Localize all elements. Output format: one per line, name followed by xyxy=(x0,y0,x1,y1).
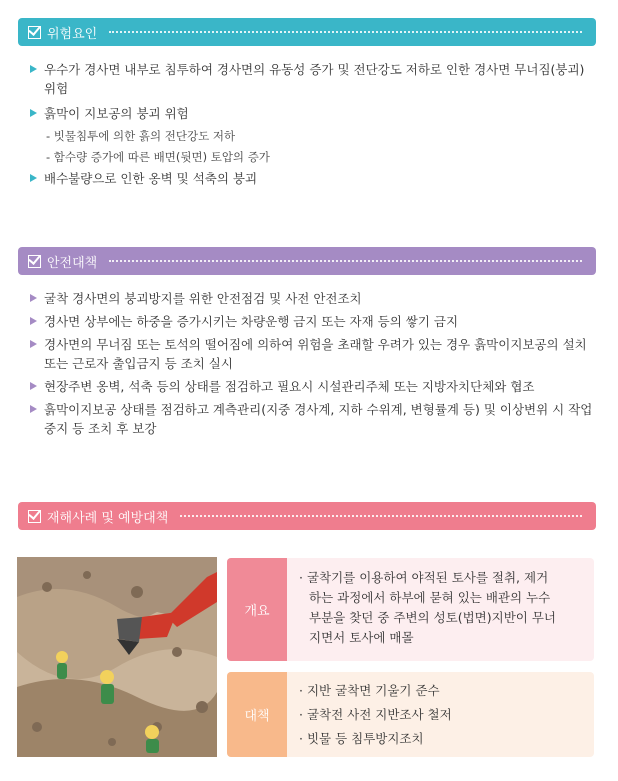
worker-figure xyxy=(100,670,114,704)
list-item: 경사면 상부에는 하중을 증가시키는 차량운행 금지 또는 자재 등의 쌓기 금지 xyxy=(30,312,600,331)
worker-figure xyxy=(56,651,68,679)
list-item: 배수불량으로 인한 옹벽 및 석축의 붕괴 xyxy=(30,169,600,188)
accident-illustration xyxy=(17,557,217,757)
checkbox-icon xyxy=(28,255,41,268)
list-item: 굴착 경사면의 붕괴방지를 위한 안전점검 및 사전 안전조치 xyxy=(30,289,600,308)
risk-title: 위험요인 xyxy=(47,26,98,42)
overview-label: 개요 xyxy=(227,558,287,661)
safety-header xyxy=(18,247,596,275)
list-item: 우수가 경사면 내부로 침투하여 경사면의 유동성 증가 및 전단강도 저하로 인한 경사면 무너짐(붕괴) 위험 xyxy=(30,60,600,98)
measures-box xyxy=(227,672,594,757)
dotted-divider xyxy=(180,515,582,517)
risk-header xyxy=(18,18,596,46)
overview-text: · 굴착기를 이용하여 야적된 토사를 절취, 제거 하는 과정에서 하부에 묻혀 있는 배관의 누수 부분을 찾던 중 주변의 성토(법면)지반이 무너 지면서 토사에 매몰 xyxy=(299,570,556,645)
risk-list xyxy=(30,60,600,192)
dotted-divider xyxy=(109,31,582,33)
safety-list xyxy=(30,289,600,442)
safety-title: 안전대책 xyxy=(47,255,98,271)
triangle-bullet-icon xyxy=(30,65,37,73)
dotted-divider xyxy=(109,260,582,262)
measures-text: · 지반 굴착면 기울기 준수 · 굴착전 사전 지반조사 철저 · 빗물 등 침투방지조치 xyxy=(299,683,452,746)
triangle-bullet-icon xyxy=(30,340,37,348)
sub-item: - 함수량 증가에 따른 배면(뒷면) 토압의 증가 xyxy=(46,150,270,164)
case-title: 재해사례 및 예방대책 xyxy=(47,510,169,526)
list-item: 현장주변 옹벽, 석축 등의 상태를 점검하고 필요시 시설관리주체 또는 지방자치단체와 협조 xyxy=(30,377,600,396)
checkbox-icon xyxy=(28,510,41,523)
triangle-bullet-icon xyxy=(30,317,37,325)
triangle-bullet-icon xyxy=(30,294,37,302)
case-header xyxy=(18,502,596,530)
triangle-bullet-icon xyxy=(30,109,37,117)
list-item: 흙막이 지보공의 붕괴 위험 xyxy=(30,104,600,123)
triangle-bullet-icon xyxy=(30,405,37,413)
triangle-bullet-icon xyxy=(30,174,37,182)
list-item: 흙막이지보공 상태를 점검하고 계측관리(지중 경사계, 지하 수위계, 변형률계 등) 및 이상변위 시 작업중지 등 조치 후 보강 xyxy=(30,400,600,438)
measures-label: 대책 xyxy=(227,672,287,757)
sub-item: - 빗물침투에 의한 흙의 전단강도 저하 xyxy=(46,129,236,143)
checkbox-icon xyxy=(28,26,41,39)
triangle-bullet-icon xyxy=(30,382,37,390)
overview-box xyxy=(227,558,594,661)
list-item: 경사면의 무너짐 또는 토석의 떨어짐에 의하여 위험을 초래할 우려가 있는 경우 흙막이지보공의 설치 또는 근로자 출입금지 등 조치 실시 xyxy=(30,335,600,373)
